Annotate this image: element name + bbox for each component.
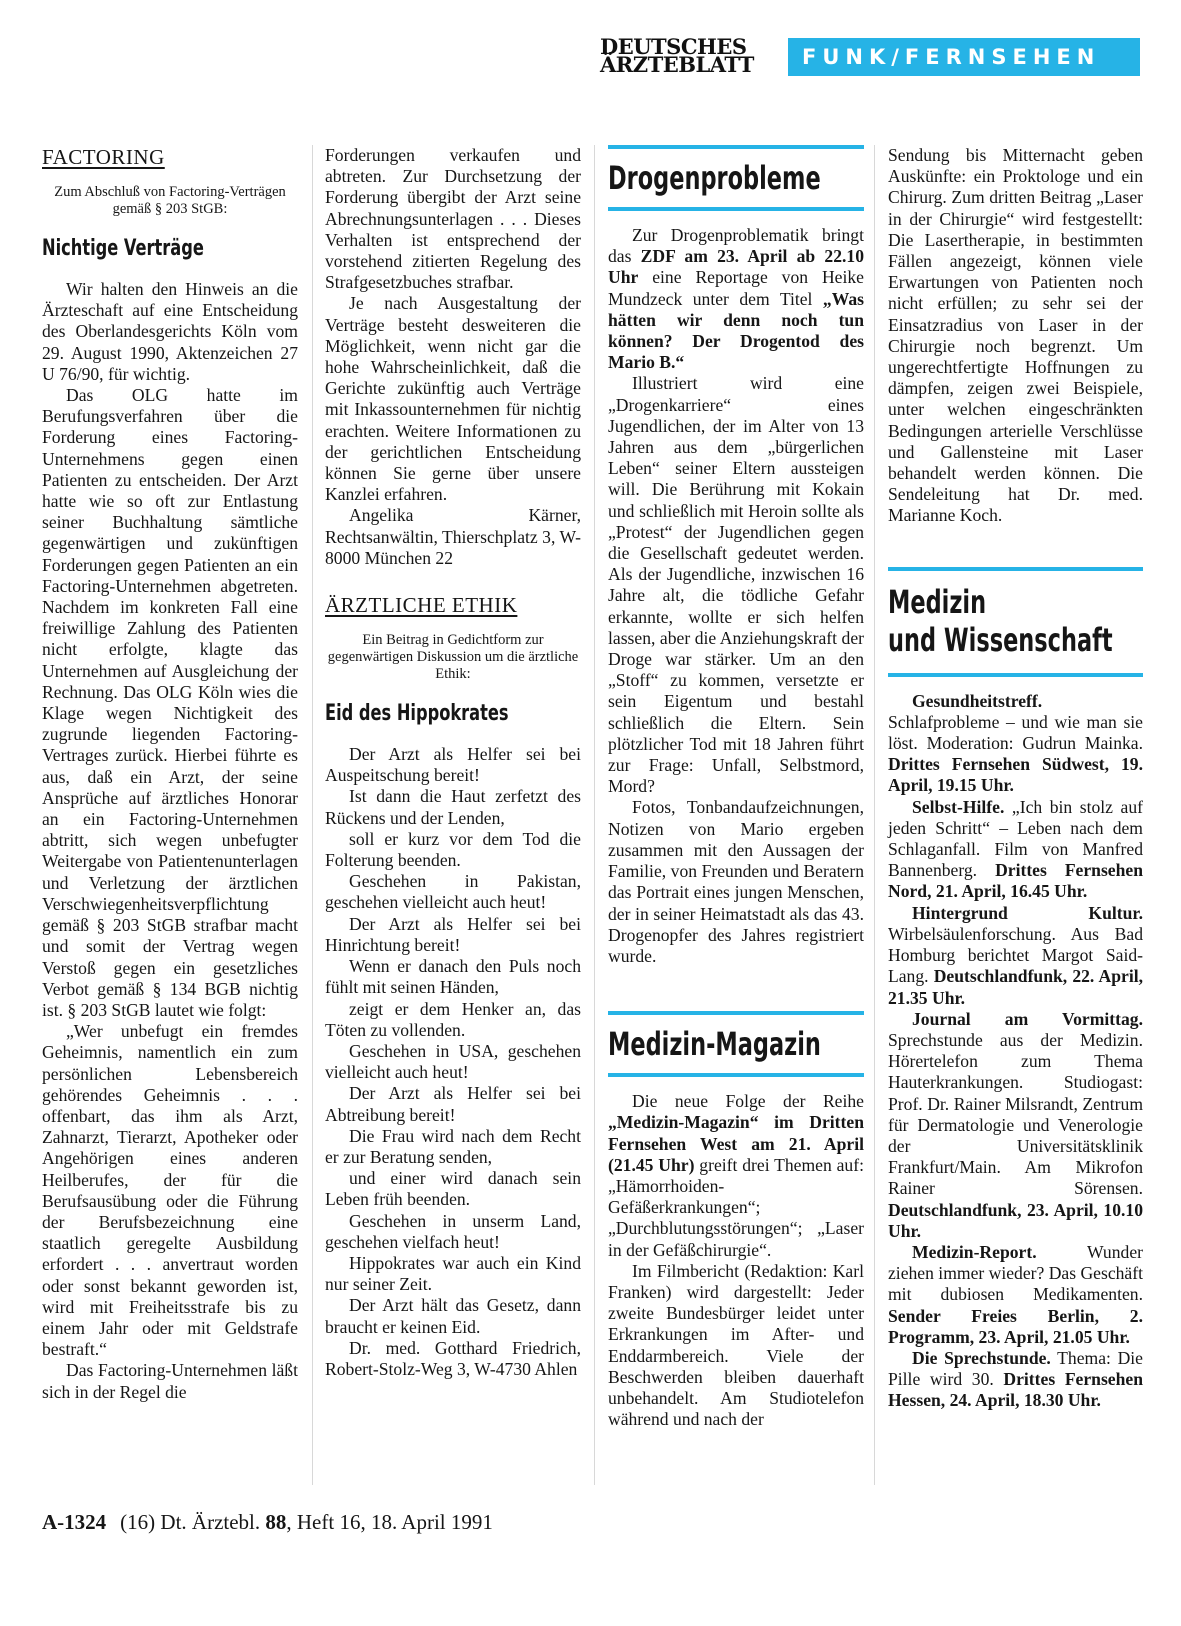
section-header-box [888, 567, 1143, 677]
intro-text: Ein Beitrag in Gedichtform zur gegenwärtigen Diskussion um die ärztliche Ethik: [327, 632, 579, 683]
paragraph: Je nach Ausgestaltung der Verträge besteht desweiteren die Möglichkeit, wenn nicht gar die hohe Wahrscheinlichkeit, daß die Gerichte zukünftig auch Verträge mit Inkassounternehmen für nichtig erachten. Weitere Informationen zu der gerichtlichen Entscheidung können Sie gerne über unsere Kanzlei erfahren. [325, 293, 581, 505]
citation: (16) Dt. Ärztebl. [120, 1510, 266, 1534]
verse: Der Arzt hält das Gesetz, dann braucht er keinen Eid. [325, 1295, 581, 1337]
section-title: Drogenprobleme [608, 159, 821, 197]
column-rule [874, 145, 875, 1485]
rubric-factoring: FACTORING [42, 145, 165, 169]
broadcast-info: Sender Freies Berlin, 2. Programm, 23. April, 21.05 Uhr. [888, 1305, 1143, 1347]
citation-rest: , Heft 16, 18. April 1991 [286, 1510, 493, 1534]
text-run: Sprechstunde aus der Medizin. Hörertelefon zum Thema Hauterkrankungen. Studiogast: Prof. Dr. Rainer Milsrandt, Zentrum für Dermatologie und Venerologie der Universitätsklinik Frankfurt/Main. Am Mikrofon Rainer Sörensen. [888, 1029, 1143, 1199]
listing-entry [888, 691, 1143, 797]
article-headline: Eid des Hippokrates [325, 701, 509, 727]
page-footer [42, 1510, 493, 1535]
section-title-line-2: und Wissenschaft [888, 620, 1113, 659]
paragraph: Wir halten den Hinweis an die Ärzteschaft auf eine Entscheidung des Oberlandesgerichts Köln vom 29. August 1990, Aktenzeichen 27 U 76/90, für wichtig. [42, 279, 298, 384]
paragraph: Das Factoring-Unternehmen läßt sich in der Regel die [42, 1360, 298, 1402]
paragraph: Das OLG hatte im Berufungsverfahren über die Forderung eines Factoring-Unternehmens gegen einen Patienten zu entscheiden. Der Arzt hatte wie so oft zur Entlastung seiner Buchhaltung sämtliche gegenwärtigen und zukünftigen Forderungen gegen Patienten an ein Factoring-Unternehmen abgetreten. Nachdem im konkreten Fall eine freiwillige Zahlung des Patienten nicht erfolgte, klagte das Unternehmen auf Ausgleichung der Rechnung. Das OLG Köln wies die Klage wegen Nichtigkeit des zugrunde liegenden Factoring-Vertrages zurück. Hierbei führte es aus, daß ein Arzt, der seine Ansprüche auf ärztliches Honorar an ein Factoring-Unternehmen abtritt, sich wegen unbefugter Weitergabe von Patientenunterlagen und Verletzung der ärztlichen Verschwiegenheitsverpflichtung gemäß § 203 StGB strafbar macht und somit der Vertrag wegen Verstoß gegen ein gesetzliches Verbot gemäß § 134 BGB nichtig ist. § 203 StGB lautet wie folgt: [42, 385, 298, 1020]
text-run: Thema: Die Pille wird 30. [888, 1347, 1143, 1390]
logo-line-1: DEUTSCHES [600, 34, 747, 59]
column-2 [325, 145, 581, 1380]
author-signature: Dr. med. Gotthard Friedrich, Robert-Stolz-Weg 3, W-4730 Ahlen [325, 1337, 581, 1379]
broadcast-info: Drittes Fernsehen Hessen, 24. April, 18.30 Uhr. [888, 1369, 1143, 1411]
listing-title: Die Sprechstunde. [912, 1347, 1051, 1368]
listing-title: Selbst-Hilfe. [912, 796, 1005, 817]
program-title: „Was hätten wir denn noch tun können? Der Drogentod des Mario B.“ [608, 288, 864, 373]
verse: Geschehen in USA, geschehen vielleicht auch heut! [325, 1040, 581, 1083]
listing-title: Hintergrund Kultur. [912, 902, 1143, 923]
verse: Geschehen in Pakistan, geschehen vielleicht auch heut! [325, 871, 581, 913]
text-run: Zur Drogenproblematik bringt das [608, 225, 864, 267]
verse: Der Arzt als Helfer sei bei Hinrichtung bereit! [325, 913, 581, 955]
listing-entry [888, 797, 1143, 903]
verse: Ist dann die Haut zerfetzt des Rückens und der Lenden, [325, 786, 581, 828]
verse: Die Frau wird nach dem Recht er zur Beratung senden, [325, 1125, 581, 1167]
verse: soll er kurz vor dem Tod die Folterung beenden. [325, 828, 581, 871]
listing-entry [888, 1009, 1143, 1242]
text-run: greift drei Themen auf: „Hämorrhoiden-Gefäßerkrankungen“; „Durchblutungsstörungen“; „Laser in der Gefäßchirurgie“. [608, 1154, 864, 1260]
listing-entry [888, 1348, 1143, 1412]
broadcast-info: ZDF am 23. April ab 22.10 Uhr [608, 246, 864, 288]
column-rule [594, 145, 595, 1485]
paragraph: „Wer unbefugt ein fremdes Geheimnis, namentlich ein zum persönlichen Lebensbereich gehörendes Geheimnis . . . offenbart, das ihm als Arzt, Zahnarzt, Tierarzt, Apotheker oder Angehörigen eines anderen Heilberufes, der für die Berufsausübung oder die Führung der Berufsbezeichnung eine staatlich geregelte Ausbildung erfordert . . . anvertraut worden oder sonst bekannt geworden ist, wird mit Freiheitsstrafe bis zu einem Jahr oder mit Geldstrafe bestraft.“ [42, 1021, 298, 1360]
column-4 [888, 145, 1143, 1412]
masthead [600, 34, 1140, 80]
column-rule [312, 145, 313, 1485]
verse: Geschehen in unserm Land, geschehen vielfach heut! [325, 1210, 581, 1252]
section-header-box [608, 1011, 864, 1077]
listing-title: Journal am Vormittag. [912, 1008, 1143, 1029]
listing-entry [888, 903, 1143, 1009]
section-title: Medizin-Magazin [608, 1025, 821, 1064]
page-number: A-1324 [42, 1510, 107, 1534]
journal-logo [600, 34, 754, 77]
verse: Wenn er danach den Puls noch fühlt mit seinen Händen, [325, 956, 581, 998]
intro-text: Zum Abschluß von Factoring-Verträgen gemäß § 203 StGB: [54, 184, 286, 217]
section-title-line-1: Medizin [888, 582, 987, 621]
article-headline: Nichtige Verträge [42, 236, 204, 261]
verse: zeigt er dem Henker an, das Töten zu vollenden. [325, 998, 581, 1040]
verse: Der Arzt als Helfer sei bei Auspeitschung bereit! [325, 744, 581, 786]
section-label: FUNK/FERNSEHEN [788, 38, 1140, 76]
broadcast-info: Deutschlandfunk, 22. April, 21.35 Uhr. [888, 966, 1143, 1008]
paragraph [608, 1091, 864, 1261]
rubric-ethik: ÄRZTLICHE ETHIK [325, 593, 518, 618]
paragraph: Illustriert wird eine „Drogenkarriere“ eines Jugendlichen, der im Alter von 13 Jahren aus dem „bürgerlichen Leben“ seiner Eltern aussteigen will. Die Berührung mit Kokain und schließlich mit Heroin sollte als „Protest“ der Jugendlichen gegen die Gesellschaft gedeutet werden. Als der Jugendliche, inzwischen 16 Jahre alt, die tödliche Gefahr erkannte, wollte er sich helfen lassen, aber die Anziehungskraft der Droge war stärker. Um an den „Stoff“ zu kommen, versetzte er sein Eigentum und bestahl schließlich die Eltern. Sein plötzlicher Tod mit 18 Jahren führt zur Frage: Unfall, Selbstmord, Mord? [608, 373, 864, 797]
volume-number: 88 [265, 1510, 287, 1534]
paragraph [608, 225, 864, 373]
listing-title: Medizin-Report. [912, 1241, 1037, 1262]
broadcast-info: Drittes Fernsehen Südwest, 19. April, 19.15 Uhr. [888, 754, 1143, 796]
paragraph: Sendung bis Mitternacht geben Auskünfte: ein Proktologe und ein Chirurg. Zum dritten Beitrag „Laser in der Chirurgie“ wird festgestellt: Die Lasertherapie, in bestimmten Fällen angezeigt, können viele Erwartungen von Patienten noch nicht erfüllen; zu sehr sei der Einsatzradius von Laser in der Chirurgie noch begrenzt. Um ungerechtfertigte Hoffnungen zu dämpfen, zeigen zwei Beispiele, unter welchen eingeschränkten Bedingungen arterielle Verschlüsse und Gallensteine mit Laser behandelt werden können. Die Sendeleitung hat Dr. med. Marianne Koch. [888, 145, 1143, 526]
author-signature: Angelika Kärner, Rechtsanwältin, Thierschplatz 3, W-8000 München 22 [325, 505, 581, 568]
text-run: Wunder ziehen immer wieder? Das Geschäft mit dubiosen Medikamenten. [888, 1241, 1143, 1305]
broadcast-info: „Medizin-Magazin“ im Dritten Fernsehen West am 21. April (21.45 Uhr) [608, 1112, 864, 1175]
text-run: Die neue Folge der Reihe [632, 1091, 864, 1112]
logo-line-2: ÄRZTEBLATT [600, 52, 754, 77]
text-run: Schlafprobleme – und wie man sie löst. Moderation: Gudrun Mainka. [888, 711, 1143, 754]
listing-title: Gesundheitstreff. [912, 690, 1043, 711]
listing-entry [888, 1242, 1143, 1348]
column-3 [608, 145, 864, 1430]
verse: Der Arzt als Helfer sei bei Abtreibung bereit! [325, 1083, 581, 1125]
section-header-box [608, 145, 864, 211]
paragraph: Fotos, Tonbandaufzeichnungen, Notizen von Mario ergeben zusammen mit den Aussagen der Familie, von Freunden und Beratern das Portrait eines jungen Menschen, der in seiner Heimatstadt als das 43. Drogenopfer des Jahres registriert wurde. [608, 797, 864, 966]
broadcast-info: Deutschlandfunk, 23. April, 10.10 Uhr. [888, 1199, 1143, 1241]
text-run: eine Reportage von Heike Mundzeck unter dem Titel [608, 267, 864, 309]
text-run: Wirbelsäulenforschung. Aus Bad Homburg berichtet Margot Said-Lang. [888, 923, 1143, 987]
broadcast-info: Drittes Fernsehen Nord, 21. April, 16.45 Uhr. [888, 860, 1143, 902]
text-run: „Ich bin stolz auf jeden Schritt“ – Leben nach dem Schlaganfall. Film von Manfred Bannenberg. [888, 796, 1143, 881]
paragraph: Forderungen verkaufen und abtreten. Zur Durchsetzung der Forderung übergibt der Arzt seine Abrechnungsunterlagen . . . Dieses Verhalten ist entsprechend der vorstehend zitierten Regelung des Strafgesetzbuches strafbar. [325, 145, 581, 293]
column-1 [42, 145, 298, 1403]
verse: Hippokrates war auch ein Kind nur seiner Zeit. [325, 1252, 581, 1295]
paragraph: Im Filmbericht (Redaktion: Karl Franken) wird dargestellt: Jeder zweite Bundesbürger leidet unter Erkrankungen im After- und Enddarmbereich. Viele der Beschwerden bleiben dauerhaft unbehandelt. Am Studiotelefon während und nach der [608, 1260, 864, 1430]
verse: und einer wird danach sein Leben früh beenden. [325, 1168, 581, 1210]
